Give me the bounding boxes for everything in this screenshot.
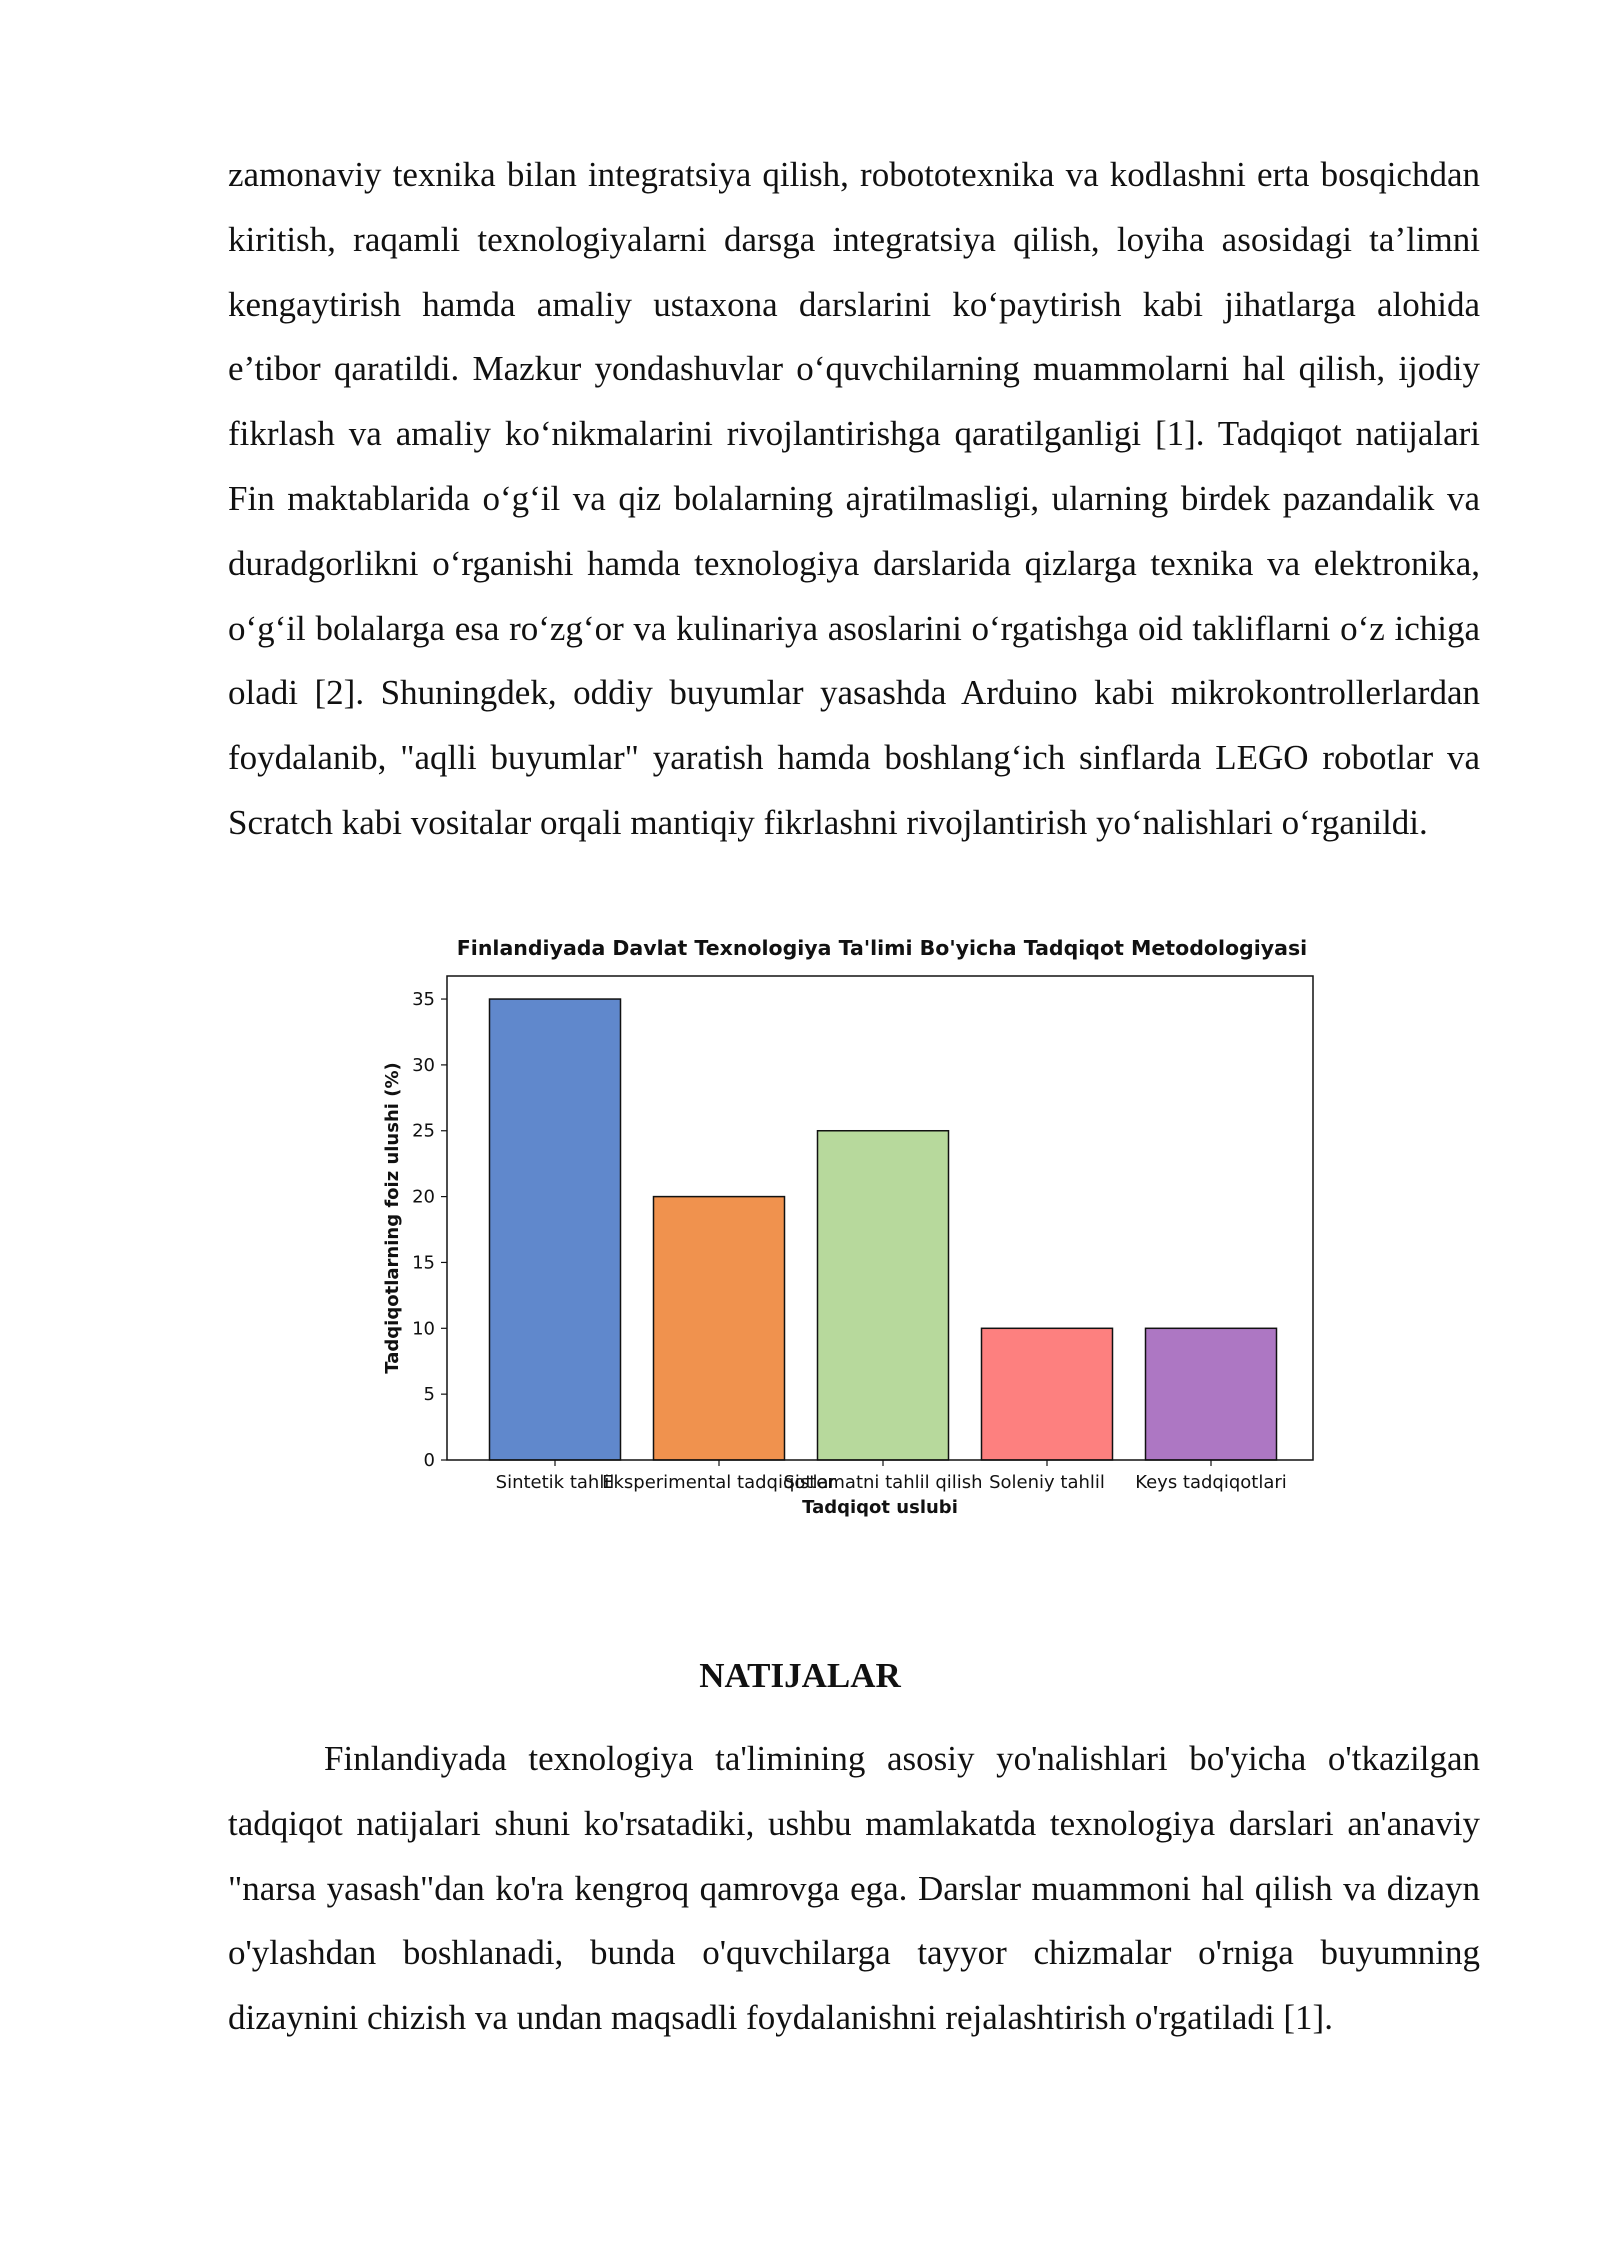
bar-chart [370, 930, 1330, 1530]
bar-2 [654, 1197, 785, 1460]
y-tick-label: 25 [412, 1120, 435, 1142]
x-tick-label: Sistematni tahlil qilish [783, 1472, 983, 1493]
chart-title: Finlandiyada Davlat Texnologiya Ta'limi Bo'yicha Tadqiqot Metodologiyasi [456, 936, 1308, 960]
bar-1 [490, 999, 621, 1460]
bars-layer [490, 999, 1277, 1460]
body-paragraph-2: Finlandiyada texnologiya ta'limining asosiy yo'nalishlari bo'yicha o'tkazilgan tadqiqot natijalari shuni ko'rsatadiki, ushbu mamlakatda texnologiya darslari an'anaviy "narsa yasash"dan ko'ra kengroq qamrovga ega. Darslar muammoni hal qilish va dizayn o'ylashdan boshlanadi, bunda o'quvchilarga tayyor chizmalar o'rniga buyumning dizaynini chizish va undan maqsadli foydalanishni rejalashtirish o'rgatiladi [1]. [228, 1739, 1480, 2038]
x-tick-label: Eksperimental tadqiqotlar [602, 1472, 836, 1493]
x-axis-label: Tadqiqot uslubi [802, 1497, 958, 1518]
y-tick-label: 20 [412, 1186, 435, 1208]
y-tick-label: 0 [423, 1450, 435, 1471]
body-paragraph-1: zamonaviy texnika bilan integratsiya qilish, robototexnika va kodlashni erta bosqichdan kiritish, raqamli texnologiyalarni darsga integratsiya qilish, loyiha asosidagi ta’limni kengaytirish hamda amaliy ustaxona darslarini ko‘paytirish kabi jihatlarga alohida e’tibor qaratildi. Mazkur yondashuvlar o‘quvchilarning muammolarni hal qilish, ijodiy fikrlash va amaliy ko‘nikmalarini rivojlantirishga qaratilganligi [1]. Tadqiqot natijalari Fin maktablarida o‘g‘il va qiz bolalarning ajratilmasligi, ularning birdek pazandalik va duradgorlikni o‘rganishi hamda texnologiya darslarida qizlarga texnika va elektronika, o‘g‘il bolalarga esa ro‘zg‘or va kulinariya asoslarini o‘rgatishga oid takliflarni o‘z ichiga oladi [2]. Shuningdek, oddiy buyumlar yasashda Arduino kabi mikrokontrollerlardan foydalanib, "aqlli buyumlar" yaratish hamda boshlang‘ich sinflarda LEGO robotlar va Scratch kabi vositalar orqali mantiqiy fikrlashni rivojlantirish yo‘nalishlari o‘rganildi. [228, 155, 1480, 842]
y-axis-label: Tadqiqotlarning foiz ulushi (%) [382, 1062, 403, 1374]
x-tick-label: Soleniy tahlil [989, 1472, 1105, 1493]
bar-3 [818, 1131, 949, 1460]
y-tick-label: 15 [412, 1252, 435, 1274]
section-heading: NATIJALAR [699, 1656, 901, 1695]
y-tick-label: 35 [412, 989, 435, 1011]
y-tick-label: 30 [412, 1054, 435, 1076]
bar-5 [1146, 1328, 1277, 1460]
y-tick-label: 10 [412, 1318, 435, 1340]
x-tick-label: Keys tadqiqotlari [1135, 1472, 1287, 1493]
bar-4 [982, 1328, 1113, 1460]
bar-chart-figure [370, 930, 1330, 1530]
x-tick-label: Sintetik tahlil [495, 1472, 615, 1493]
y-tick-label: 5 [423, 1384, 435, 1406]
